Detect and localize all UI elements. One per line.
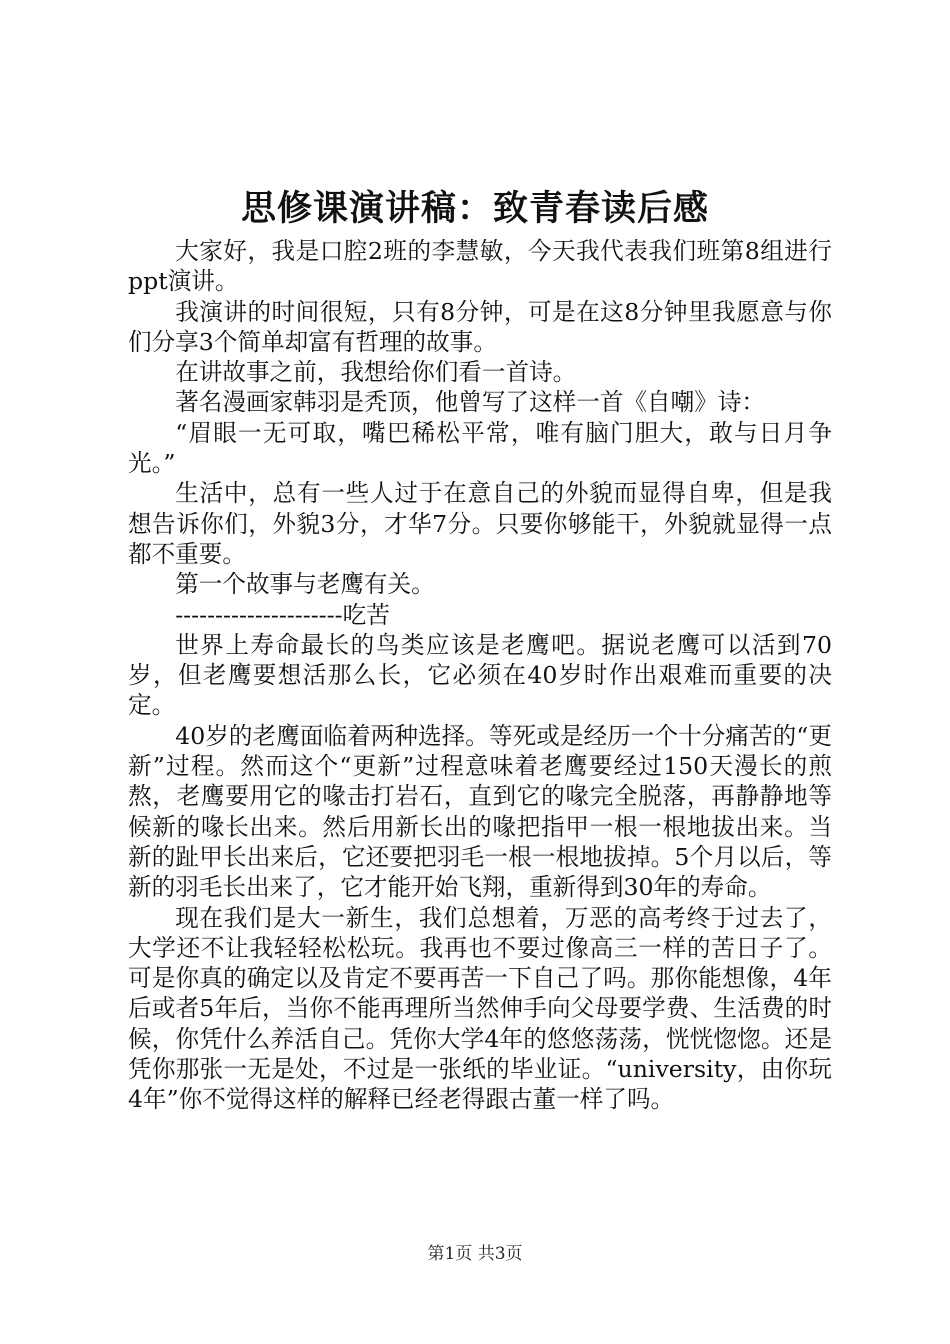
paragraph-eagle-lifespan: 世界上寿命最长的鸟类应该是老鹰吧。据说老鹰可以活到70岁，但老鹰要想活那么长，它必须在40岁时作出艰难而重要的决定。 <box>128 630 832 720</box>
document-body <box>128 236 832 1115</box>
paragraph-eagle-renewal: 40岁的老鹰面临着两种选择。等死或是经历一个十分痛苦的“更新”过程。然而这个“更新”过程意味着老鹰要经过150天漫长的煎熬，老鹰要用它的喙击打岩石，直到它的喙完全脱落，再静静地等候新的喙长出来。然后用新长出的喙把指甲一根一根地拔出来。当新的趾甲长出来后，它还要把羽毛一根一根地拔掉。5个月以后，等新的羽毛长出来了，它才能开始飞翔，重新得到30年的寿命。 <box>128 721 832 902</box>
paragraph-greeting: 大家好，我是口腔2班的李慧敏，今天我代表我们班第8组进行ppt演讲。 <box>128 237 832 296</box>
page-footer <box>0 1242 950 1266</box>
paragraph-appearance: 生活中，总有一些人过于在意自己的外貌而显得自卑，但是我想告诉你们，外貌3分，才华7分。只要你够能干，外貌就显得一点都不重要。 <box>128 479 832 568</box>
paragraph-poem-lead: 在讲故事之前，我想给你们看一首诗。 <box>175 358 577 387</box>
paragraph-story-one: 第一个故事与老鹰有关。 <box>175 570 435 599</box>
paragraph-freshman: 现在我们是大一新生，我们总想着，万恶的高考终于过去了，大学还不让我轻轻松松玩。我再也不要过像高三一样的苦日子了。可是你真的确定以及肯定不要再苦一下自己了吗。那你能想像，4年后或者5年后，当你不能再理所当然伸手向父母要学费、生活费的时候，你凭什么养活自己。凭你大学4年的悠悠荡荡，恍恍惚惚。还是凭你那张一无是处，不过是一张纸的毕业证。“university，由你玩4年”你不觉得这样的解释已经老得跟古董一样了吗。 <box>128 903 832 1114</box>
section-divider: ---------------------吃苦 <box>175 600 390 629</box>
paragraph-poem: “眉眼一无可取，嘴巴稀松平常，唯有脑门胆大，敢与日月争光。” <box>128 418 832 478</box>
page-number: 第1页 共3页 <box>427 1244 523 1264</box>
paragraph-intro: 我演讲的时间很短，只有8分钟，可是在这8分钟里我愿意与你们分享3个简单却富有哲理的故事。 <box>128 297 832 356</box>
paragraph-poet: 著名漫画家韩羽是秃顶，他曾写了这样一首《自嘲》诗： <box>175 388 766 417</box>
document-title: 思修课演讲稿：致青春读后感 <box>240 188 709 229</box>
